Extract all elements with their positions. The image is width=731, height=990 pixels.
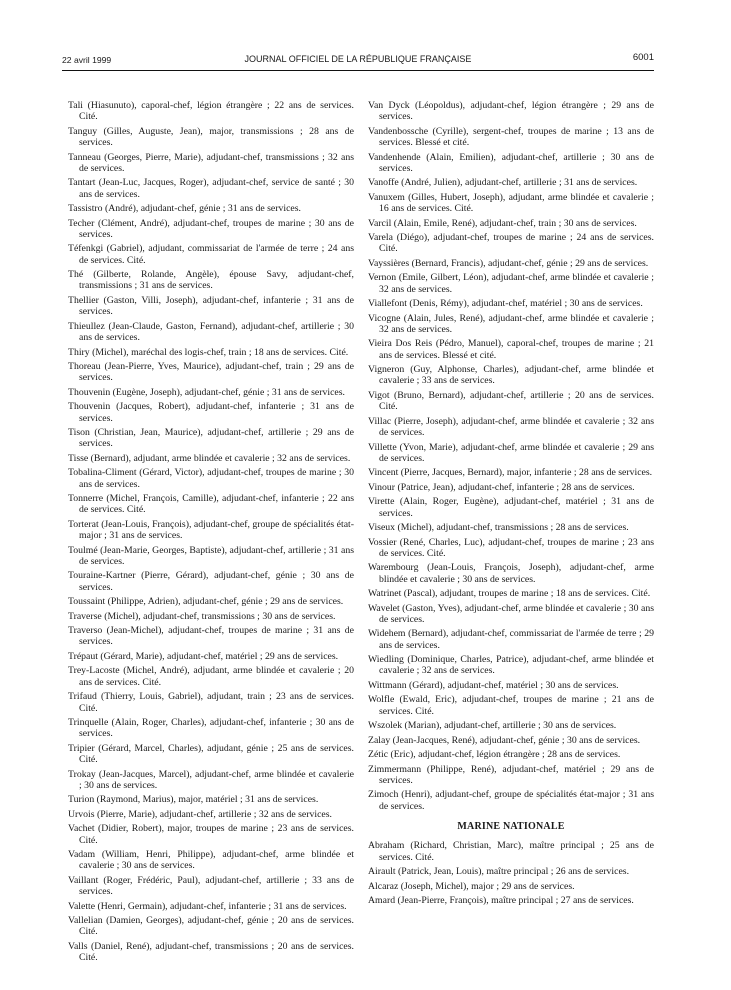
list-item: Tison (Christian, Jean, Maurice), adjudant-chef, artillerie ; 29 ans de services. <box>68 427 354 450</box>
list-item: Warembourg (Jean-Louis, François, Joseph), adjudant-chef, arme blindée et cavalerie ; 30 ans de services. <box>368 562 654 585</box>
list-item: Wittmann (Gérard), adjudant-chef, matériel ; 30 ans de services. <box>368 679 619 691</box>
list-item: Tanneau (Georges, Pierre, Marie), adjudant-chef, transmissions ; 32 ans de services. <box>68 151 354 174</box>
list-item: Vaillant (Roger, Frédéric, Paul), adjudant-chef, artillerie ; 33 ans de services. <box>68 874 354 898</box>
list-item: Zimmermann (Philippe, René), adjudant-chef, matériel ; 29 ans de services. <box>368 763 654 786</box>
list-item: Vigneron (Guy, Alphonse, Charles), adjudant-chef, arme blindée et cavalerie ; 33 ans de services. <box>368 364 654 387</box>
list-item: Zimoch (Henri), adjudant-chef, groupe de spécialités état-major ; 31 ans de services. <box>368 789 654 812</box>
list-item: Thieullez (Jean-Claude, Gaston, Fernand), adjudant-chef, artillerie ; 30 ans de services. <box>68 320 354 344</box>
list-item: Tantart (Jean-Luc, Jacques, Roger), adjudant-chef, service de santé ; 30 ans de services. <box>68 177 354 200</box>
list-item: Tobalina-Climent (Gérard, Victor), adjudant-chef, troupes de marine ; 30 ans de services. <box>68 467 354 490</box>
list-item: Traverse (Michel), adjudant-chef, transmissions ; 30 ans de services. <box>68 610 336 622</box>
list-item: Toussaint (Philippe, Adrien), adjudant-chef, génie ; 29 ans de services. <box>68 596 344 608</box>
list-item: Villac (Pierre, Joseph), adjudant-chef, arme blindée et cavalerie ; 32 ans de services. <box>368 415 654 439</box>
list-item: Vallelian (Damien, Georges), adjudant-chef, génie ; 20 ans de services. Cité. <box>68 915 354 938</box>
list-item: Valls (Daniel, René), adjudant-chef, transmissions ; 20 ans de services. Cité. <box>68 940 354 964</box>
list-item: Virette (Alain, Roger, Eugène), adjudant-chef, matériel ; 31 ans de services. <box>368 496 654 519</box>
list-item: Alcaraz (Joseph, Michel), major ; 29 ans de services. <box>368 880 575 892</box>
list-item: Thouvenin (Eugène, Joseph), adjudant-chef, génie ; 31 ans de services. <box>68 386 345 398</box>
marine-entries <box>368 840 654 906</box>
list-item: Thellier (Gaston, Villi, Joseph), adjudant-chef, infanterie ; 31 ans de services. <box>68 294 354 318</box>
list-item: Vandenbossche (Cyrille), sergent-chef, troupes de marine ; 13 ans de services. Blessé et cité. <box>368 125 654 149</box>
list-item: Vieira Dos Reis (Pédro, Manuel), caporal-chef, troupes de marine ; 21 ans de services. Blessé et cité. <box>368 338 654 361</box>
list-item: Vicogne (Alain, Jules, René), adjudant-chef, arme blindée et cavalerie ; 32 ans de services. <box>368 312 654 335</box>
list-item: Tonnerre (Michel, François, Camille), adjudant-chef, infanterie ; 22 ans de services. Cité. <box>68 493 354 516</box>
list-item: Amard (Jean-Pierre, François), maître principal ; 27 ans de services. <box>368 895 634 907</box>
journal-title: JOURNAL OFFICIEL DE LA RÉPUBLIQUE FRANÇAISE <box>244 54 472 64</box>
list-item: Téfenkgi (Gabriel), adjudant, commissariat de l'armée de terre ; 24 ans de services. Cité. <box>68 243 354 266</box>
list-item: Vadam (William, Henri, Philippe), adjudant-chef, arme blindée et cavalerie ; 30 ans de services. <box>68 849 354 872</box>
list-item: Vanoffe (André, Julien), adjudant-chef, artillerie ; 31 ans de services. <box>368 177 638 189</box>
list-item: Techer (Clément, André), adjudant-chef, troupes de marine ; 30 ans de services. <box>68 217 354 240</box>
list-item: Airault (Patrick, Jean, Louis), maître principal ; 26 ans de services. <box>368 866 630 878</box>
page-number: 6001 <box>632 52 654 63</box>
right-column <box>368 100 654 910</box>
list-item: Thoreau (Jean-Pierre, Yves, Maurice), adjudant-chef, train ; 29 ans de services. <box>68 361 354 384</box>
list-item: Zétic (Eric), adjudant-chef, légion étrangère ; 28 ans de services. <box>368 749 621 761</box>
header-rule <box>62 70 654 71</box>
list-item: Tanguy (Gilles, Auguste, Jean), major, transmissions ; 28 ans de services. <box>68 125 354 149</box>
left-column <box>68 100 354 967</box>
list-item: Thiry (Michel), maréchal des logis-chef, train ; 18 ans de services. Cité. <box>68 346 349 358</box>
list-item: Valette (Henri, Germain), adjudant-chef, infanterie ; 31 ans de services. <box>68 900 347 912</box>
list-item: Wolfle (Ewald, Eric), adjudant-chef, troupes de marine ; 21 ans de services. Cité. <box>368 694 654 717</box>
list-item: Tali (Hiasunuto), caporal-chef, légion étrangère ; 22 ans de services. Cité. <box>68 100 354 123</box>
list-item: Trépaut (Gérard, Marie), adjudant-chef, matériel ; 29 ans de services. <box>68 650 339 662</box>
list-item: Vernon (Emile, Gilbert, Léon), adjudant-chef, arme blindée et cavalerie ; 32 ans de services. <box>368 272 654 295</box>
list-item: Traverso (Jean-Michel), adjudant-chef, troupes de marine ; 31 ans de services. <box>68 625 354 648</box>
list-item: Torterat (Jean-Louis, François), adjudant-chef, groupe de spécialités état-major ; 31 ans de services. <box>68 518 354 542</box>
list-item: Tisse (Bernard), adjudant, arme blindée et cavalerie ; 32 ans de services. <box>68 452 351 464</box>
list-item: Vossier (René, Charles, Luc), adjudant-chef, troupes de marine ; 23 ans de services. Cité. <box>368 536 654 559</box>
list-item: Wavelet (Gaston, Yves), adjudant-chef, arme blindée et cavalerie ; 30 ans de services. <box>368 602 654 625</box>
list-item: Vinour (Patrice, Jean), adjudant-chef, infanterie ; 28 ans de services. <box>368 481 635 493</box>
list-item: Vachet (Didier, Robert), major, troupes de marine ; 23 ans de services. Cité. <box>68 823 354 846</box>
list-item: Urvois (Pierre, Marie), adjudant-chef, artillerie ; 32 ans de services. <box>68 808 332 820</box>
list-item: Toulmé (Jean-Marie, Georges, Baptiste), adjudant-chef, artillerie ; 31 ans de services. <box>68 544 354 567</box>
list-item: Van Dyck (Léopoldus), adjudant-chef, légion étrangère ; 29 ans de services. <box>368 100 654 123</box>
list-item: Viallefont (Denis, Rémy), adjudant-chef, matériel ; 30 ans de services. <box>368 298 643 310</box>
page-header <box>62 52 654 68</box>
list-item: Tassistro (André), adjudant-chef, génie ; 31 ans de services. <box>68 203 301 215</box>
list-item: Widehem (Bernard), adjudant-chef, commissariat de l'armée de terre ; 29 ans de services. <box>368 628 654 651</box>
list-item: Trokay (Jean-Jacques, Marcel), adjudant-chef, arme blindée et cavalerie ; 30 ans de services. <box>68 768 354 791</box>
list-item: Vanuxem (Gilles, Hubert, Joseph), adjudant, arme blindée et cavalerie ; 16 ans de services. Cité. <box>368 191 654 215</box>
list-item: Wszolek (Marian), adjudant-chef, artillerie ; 30 ans de services. <box>368 720 617 732</box>
list-item: Thouvenin (Jacques, Robert), adjudant-chef, infanterie ; 31 ans de services. <box>68 401 354 424</box>
list-item: Trinquelle (Alain, Roger, Charles), adjudant-chef, infanterie ; 30 ans de services. <box>68 717 354 740</box>
list-item: Abraham (Richard, Christian, Marc), maître principal ; 25 ans de services. Cité. <box>368 840 654 863</box>
list-item: Vigot (Bruno, Bernard), adjudant-chef, artillerie ; 20 ans de services. Cité. <box>368 389 654 413</box>
list-item: Vincent (Pierre, Jacques, Bernard), major, infanterie ; 28 ans de services. <box>368 467 653 479</box>
list-item: Trifaud (Thierry, Louis, Gabriel), adjudant, train ; 23 ans de services. Cité. <box>68 691 354 714</box>
list-item: Vandenhende (Alain, Emilien), adjudant-chef, artillerie ; 30 ans de services. <box>368 151 654 174</box>
right-entries <box>368 100 654 812</box>
list-item: Wiedling (Dominique, Charles, Patrice), adjudant-chef, arme blindée et cavalerie ; 32 ans de services. <box>368 654 654 677</box>
list-item: Zalay (Jean-Jacques, René), adjudant-chef, génie ; 30 ans de services. <box>368 734 641 746</box>
list-item: Villette (Yvon, Marie), adjudant-chef, arme blindée et cavalerie ; 29 ans de services. <box>368 441 654 464</box>
list-item: Touraine-Kartner (Pierre, Gérard), adjudant-chef, génie ; 30 ans de services. <box>68 570 354 593</box>
list-item: Tripier (Gérard, Marcel, Charles), adjudant, génie ; 25 ans de services. Cité. <box>68 742 354 766</box>
section-title: MARINE NATIONALE <box>457 821 565 833</box>
issue-date: 22 avril 1999 <box>62 55 112 65</box>
list-item: Vayssières (Bernard, Francis), adjudant-chef, génie ; 29 ans de services. <box>368 257 649 269</box>
list-item: Varela (Diégo), adjudant-chef, troupes de marine ; 24 ans de services. Cité. <box>368 232 654 255</box>
list-item: Thé (Gilberte, Rolande, Angèle), épouse Savy, adjudant-chef, transmissions ; 31 ans de services. <box>68 269 354 292</box>
list-item: Varcil (Alain, Emile, René), adjudant-chef, train ; 30 ans de services. <box>368 217 637 229</box>
list-item: Watrinet (Pascal), adjudant, troupes de marine ; 18 ans de services. Cité. <box>368 588 651 600</box>
list-item: Turion (Raymond, Marius), major, matériel ; 31 ans de services. <box>68 794 319 806</box>
list-item: Viseux (Michel), adjudant-chef, transmissions ; 28 ans de services. <box>368 522 629 534</box>
list-item: Trey-Lacoste (Michel, André), adjudant, arme blindée et cavalerie ; 20 ans de services. Cité. <box>68 665 354 688</box>
